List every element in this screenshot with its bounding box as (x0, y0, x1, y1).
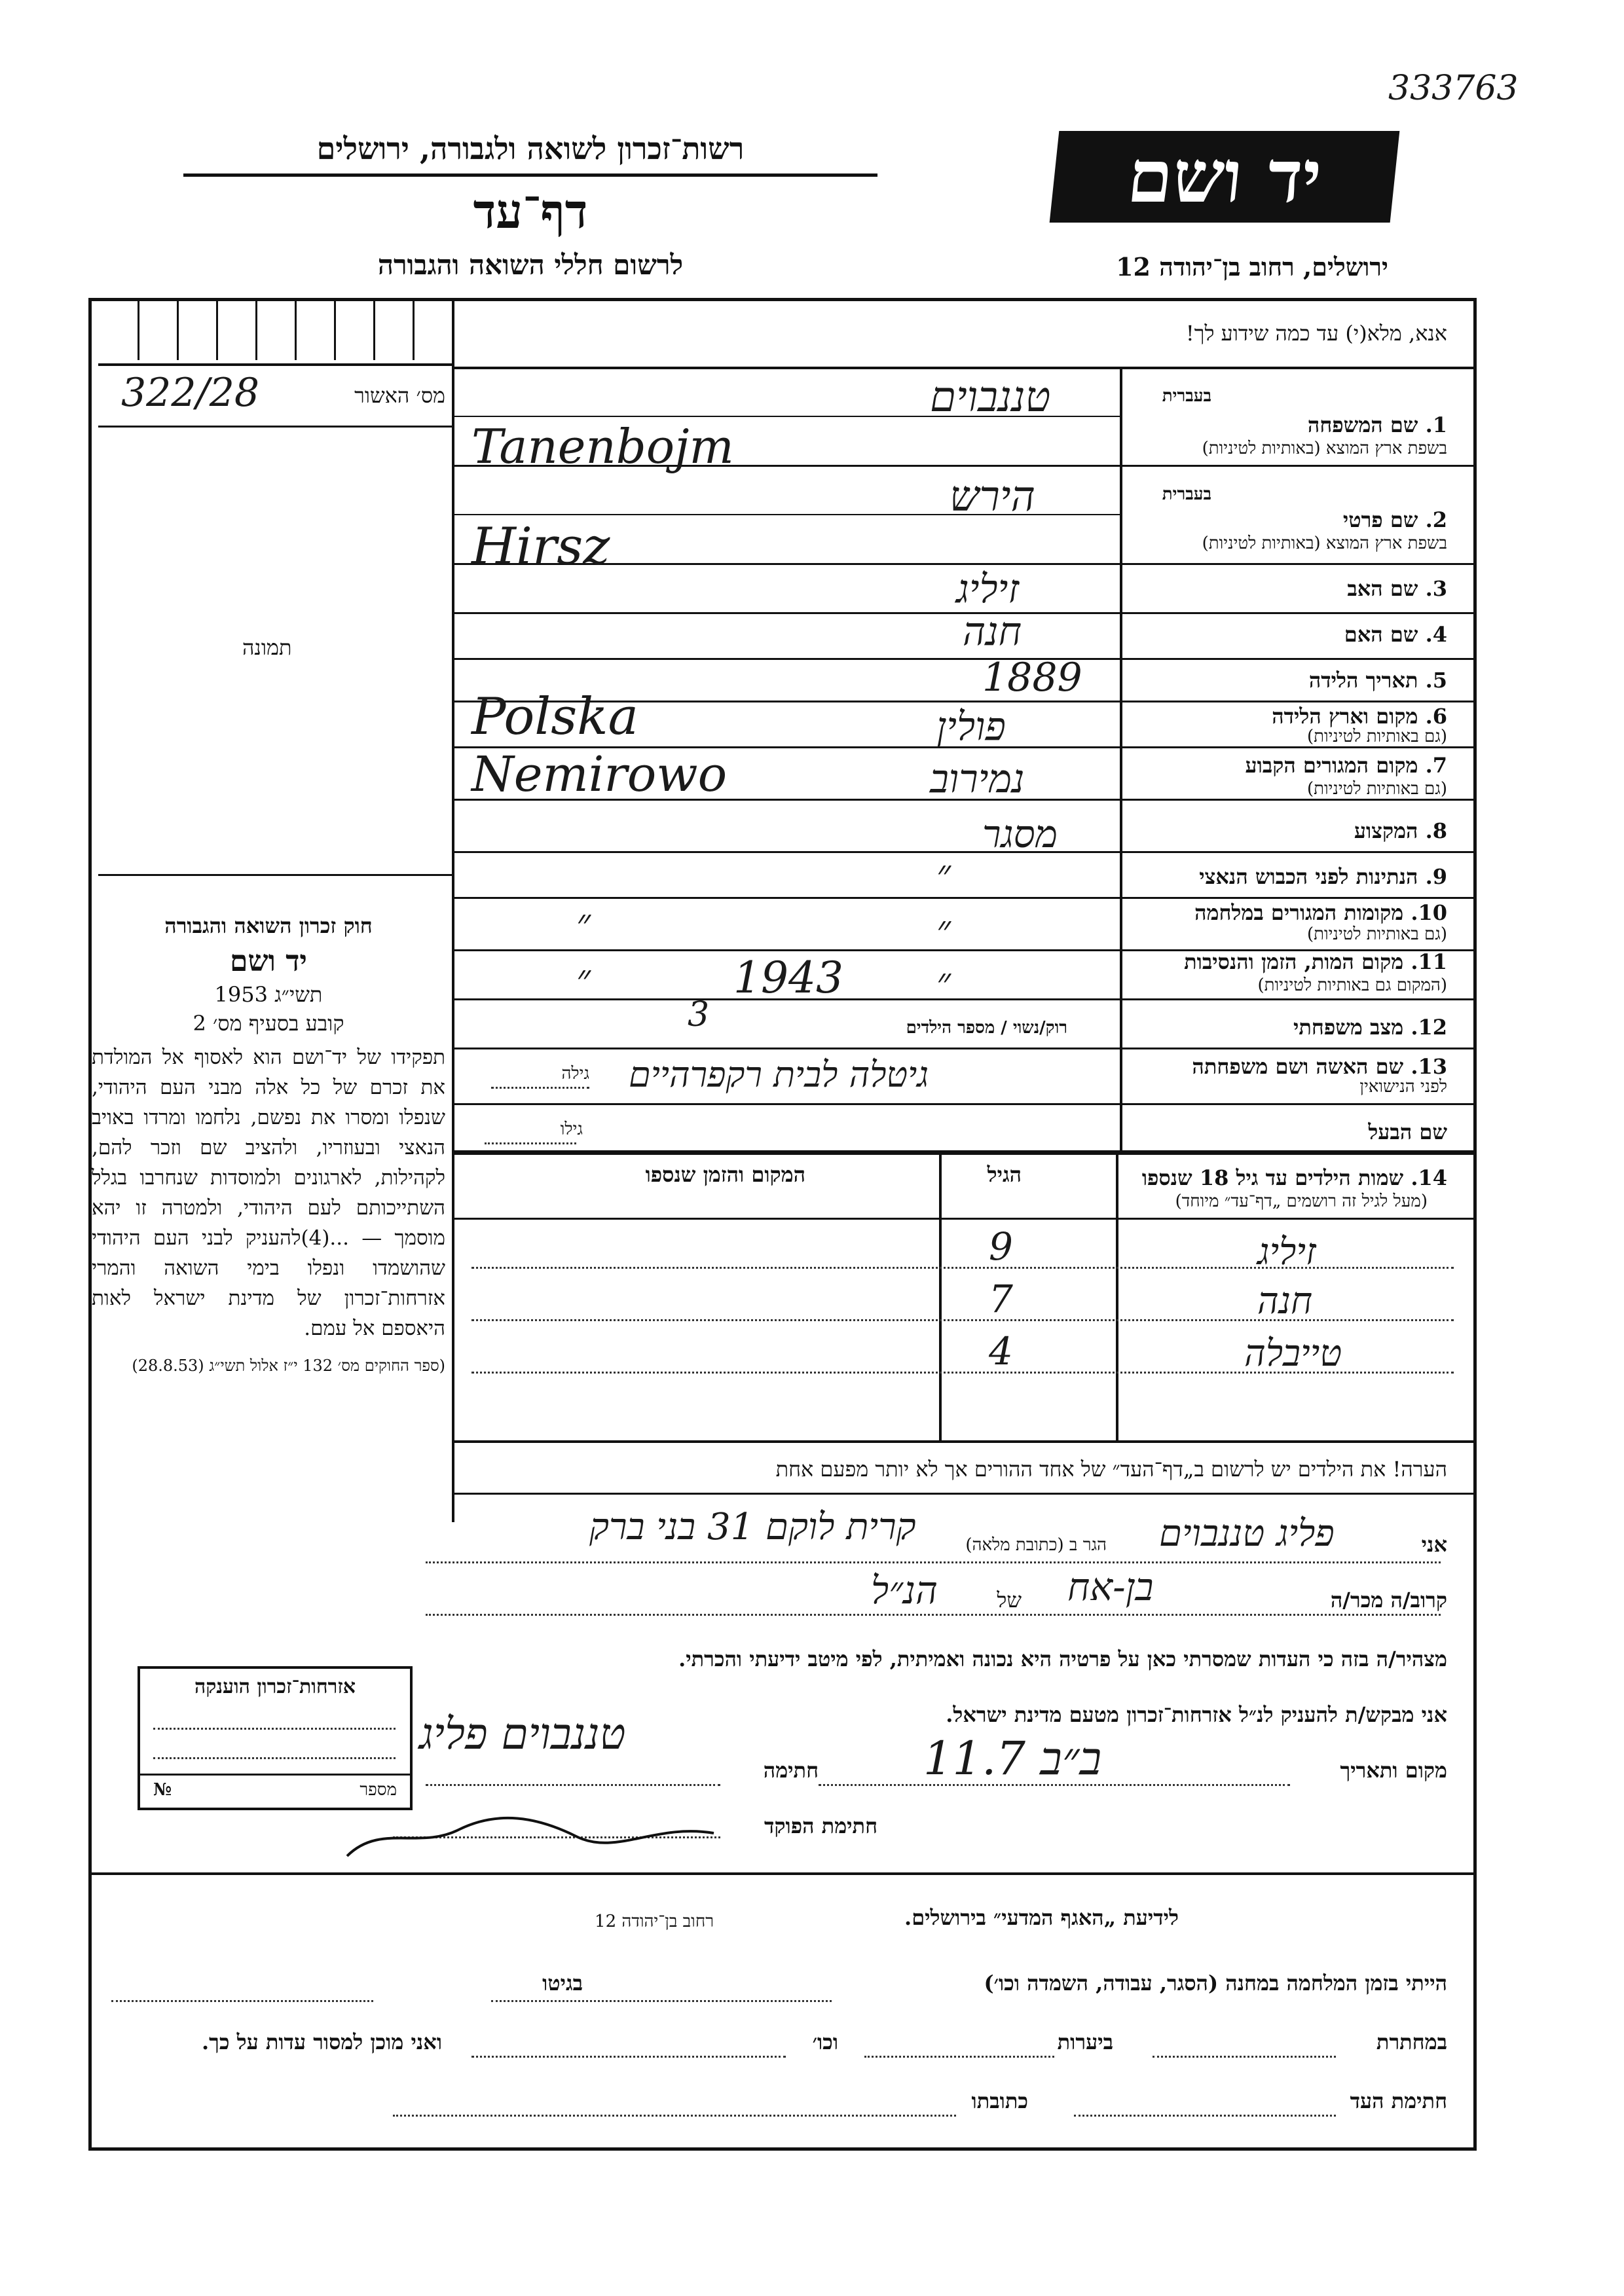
field-3-label: 3. שם האב (1347, 576, 1447, 601)
place-date-value: ב״ב 11.7 (923, 1732, 1102, 1785)
science-line1: הייתי בזמן המלחמה במחנה (הסגר, עבודה, השמדה וכו׳) (984, 1971, 1447, 1995)
residence: נמירוב (930, 756, 1025, 802)
of-label: של (997, 1588, 1022, 1613)
law-org: יד ושם (230, 945, 307, 978)
science-ready: ואני מוכן למסור עדות על כך. (201, 2030, 442, 2054)
signature-label: חתימה (763, 1758, 819, 1783)
law-ref: (ספר החוקים מס׳ 132 י״ז אלול תשי״ג (28.8.53) (132, 1357, 445, 1375)
husband-age-label: גילו (560, 1120, 583, 1139)
authority-underline (183, 173, 877, 177)
approval-label: מס׳ האשור (354, 383, 445, 408)
witness-address-label: כתובתו (971, 2088, 1028, 2113)
declarant-name: פליג טננבוים (1159, 1512, 1335, 1555)
officer-label: חתימת הפוקד (764, 1813, 877, 1838)
law-section: קובע בסעיף מס׳ 2 (193, 1011, 344, 1036)
witness-signature-label: חתימת העד (1350, 2088, 1447, 2113)
children-count: 3 (688, 995, 710, 1034)
form-subtitle: לרשום חללי השואה והגבורה (377, 249, 684, 281)
death-year: 1943 (733, 953, 843, 1003)
i-label: אני (1421, 1532, 1447, 1557)
child-2-name: חנה (1257, 1280, 1313, 1322)
residence-latin: Nemirowo (471, 746, 728, 803)
children-place-header: המקום והזמן שנספו (645, 1162, 805, 1187)
field-8-label: 8. המקצוע (1354, 818, 1447, 843)
child-2-age: 7 (989, 1277, 1013, 1321)
child-1-age: 9 (989, 1224, 1013, 1269)
science-hiding: במחתרת (1376, 2030, 1447, 2054)
birth-date: 1889 (982, 655, 1082, 701)
first-name-hebrew: הירש (950, 473, 1036, 521)
children-title: 14. שמות הילדים עד גיל 18 שנספו (1141, 1165, 1447, 1190)
relative-value: בן-אח (1067, 1565, 1154, 1609)
field-2-sub: בשפת ארץ המוצא (באותיות לטיניות) (1202, 534, 1447, 553)
science-title: לידיעת „האגף המדעי״ בירושלים. (904, 1905, 1179, 1930)
wife-name: גיטלה לבית רקפרהיים (629, 1054, 929, 1095)
wartime-residence-2: ״ (936, 907, 951, 951)
science-etc: וכו׳ (812, 2030, 838, 2054)
husband-label: שם הבעל (1368, 1120, 1447, 1144)
citizenship: ״ (936, 851, 951, 896)
field-12-options: רוק/נשוי / מספר הילדים (906, 1018, 1067, 1038)
form-title: דף־עד (473, 183, 588, 239)
lives-at-label: הגר ב (כתובת מלאה) (965, 1535, 1107, 1555)
declaration: מצהיר/ה בזה כי העדות שמסרתי כאן על פרטיה היא נכונה ואמיתית, לפי מיטב ידיעתי והכרתי. (678, 1647, 1447, 1671)
field-6-sub: (גם באותיות לטיניות) (1306, 727, 1447, 746)
field-7-sub: (גם באותיות לטיניות) (1306, 779, 1447, 799)
birth-place: פולין (936, 704, 1006, 750)
field-10-sub: (גם באותיות לטיניות) (1306, 924, 1447, 944)
citizenship-title: אזרחות־זכרון הוענקה (194, 1675, 356, 1698)
in-hebrew-2: בעברית (1162, 484, 1211, 504)
birth-place-latin: Polska (471, 687, 639, 746)
field-7-label: 7. מקום המגורים הקבוע (1245, 753, 1447, 778)
science-address: רחוב בן־יהודה 12 (595, 1912, 714, 1931)
death-place: ״ (576, 956, 591, 1000)
place-date-label: מקום ותאריך (1340, 1758, 1447, 1783)
field-10-label: 10. מקומות המגורים במלחמה (1194, 900, 1447, 925)
approval-boxes (98, 301, 452, 360)
citizenship-number-label: מספר (360, 1780, 397, 1800)
photo-label: תמונה (242, 635, 292, 660)
wife-age-label: גילה (561, 1064, 589, 1084)
child-1-name: זיליג (1257, 1231, 1316, 1273)
child-3-age: 4 (989, 1329, 1013, 1374)
field-6-label: 6. מקום וארץ הלידה (1272, 704, 1447, 729)
request: אני מבקש/ת להעניק לנ״ל אזרחות־זכרון מטעם מדינת ישראל. (946, 1702, 1447, 1727)
in-hebrew-1: בעברית (1162, 386, 1211, 406)
remark: הערה! את הילדים יש לרשום ב„דף־העד״ של אחד ההורים אך לא יותר מפעם אחת (775, 1457, 1447, 1482)
address: ירושלים, רחוב בן־יהודה 12 (1116, 252, 1388, 282)
field-1-label: 1. שם המשפחה (1307, 412, 1447, 437)
profession: מסגר (982, 812, 1058, 856)
death-circumstances: ״ (936, 959, 951, 1004)
field-11-sub: (המקום גם באותיות לטיניות) (1257, 975, 1447, 995)
field-13-sub: לפני הנישואין (1359, 1077, 1447, 1097)
surname-latin: Tanenbojm (471, 419, 734, 474)
science-forests: ביערות (1057, 2030, 1113, 2054)
mother-name: חנה (963, 609, 1022, 655)
field-5-label: 5. תאריך הלידה (1308, 668, 1447, 693)
signature-value: טננבוים פליג (419, 1709, 626, 1759)
field-12-label: 12. מצב משפחתי (1293, 1015, 1447, 1040)
field-9-label: 9. הנתינות לפני הכבוש הנאצי (1199, 864, 1447, 889)
approval-value: 322/28 (121, 370, 260, 416)
father-name: זיליג (956, 566, 1020, 612)
field-2-label: 2. שם פרטי (1342, 507, 1447, 532)
surname-hebrew: טננבוים (930, 373, 1051, 422)
authority-name: רשות־זכרון לשואה ולגבורה, ירושלים (316, 131, 745, 166)
officer-signature (341, 1810, 720, 1850)
citizenship-box (138, 1666, 413, 1810)
yad-vashem-logo: יד ושם (1050, 131, 1400, 223)
field-13-label: 13. שם האשה ושם משפחתה (1192, 1054, 1447, 1079)
wartime-residence: ״ (576, 900, 591, 945)
child-3-name: טייבלה (1244, 1332, 1342, 1375)
first-name-latin: Hirsz (471, 517, 610, 576)
law-text: תפקידו של יד־ושם הוא לאסוף אל המולדת את זכרם של כל אלה מבני העם היהודי, שנפלו ומסרו את נפשם, נלחמו ומרדו באויב הנאצי ובעוזריו, ולהציב שם וזכר להם, לקהילות, לארגונים ולמוסדות שנחרבו בגלל השתייכותם לעם היהודי, ולמטרה זו יהא מוסמך — ...(4)להעניק לבני העם היהודי שהושמדו ונפלו בימי השואה והמרי אזרחות־זכרון של מדינת ישראל לאות היאספם אל עמם. (92, 1046, 445, 1340)
declarant-address: קרית לוקם 31 בני ברק (589, 1506, 916, 1548)
officer-signature-scribble (341, 1810, 720, 1863)
law-year: תשי״ג 1953 (214, 982, 323, 1007)
law-title: חוק זכרון השואה והגבורה (164, 913, 373, 938)
citizenship-no-sign: № (153, 1780, 172, 1800)
children-age-header: הגיל (987, 1162, 1022, 1187)
law-box (92, 913, 445, 1376)
instruction: אנא, מלא(י) עד כמה שידוע לך! (1185, 321, 1447, 346)
field-4-label: 4. שם האם (1344, 622, 1447, 647)
archive-number: 333763 (1388, 69, 1519, 108)
relative-label: קרוב/ה מכר/ה (1330, 1588, 1447, 1613)
field-11-label: 11. מקום המות, הזמן והנסיבות (1184, 949, 1447, 974)
science-ghetto: בגיטו (542, 1971, 583, 1995)
field-1-sub: בשפת ארץ המוצא (באותיות לטיניות) (1202, 439, 1447, 458)
children-note: (מעל לגיל זה רושמים „דף־עד״ מיוחד) (1175, 1192, 1428, 1211)
of-value: הנ״ל (871, 1568, 938, 1613)
